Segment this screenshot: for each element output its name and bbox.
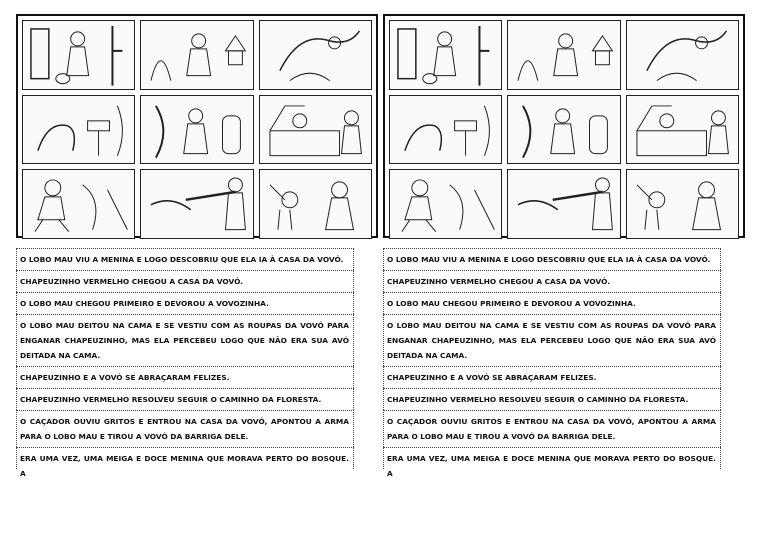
panel-illustration — [390, 21, 501, 89]
comic-panel — [140, 169, 253, 239]
sentence-strip: O LOBO MAU VIU A MENINA E LOGO DESCOBRIU QUE ELA IA À CASA DA VOVÓ. — [383, 248, 721, 270]
sentence-strip: CHAPEUZINHO E A VOVÓ SE ABRAÇARAM FELIZES. — [383, 366, 721, 388]
comic-panel — [626, 169, 739, 239]
sentence-strip: CHAPEUZINHO E A VOVÓ SE ABRAÇARAM FELIZES. — [16, 366, 354, 388]
comic-grid — [16, 14, 378, 238]
comic-panel — [22, 95, 135, 165]
comic-panel — [22, 20, 135, 90]
panel-illustration — [23, 21, 134, 89]
sentence-strip: O LOBO MAU DEITOU NA CAMA E SE VESTIU COM AS ROUPAS DA VOVÓ PARA ENGANAR CHAPEUZINHO, MAS ELA PERCEBEU LOGO QUE NÃO ERA SUA AVÓ DEITADA NA CAMA. — [383, 314, 721, 366]
worksheet-right — [383, 0, 763, 478]
sentence-strips — [383, 248, 721, 478]
panel-illustration — [141, 96, 252, 164]
panel-illustration — [508, 170, 619, 238]
comic-panel — [259, 20, 372, 90]
comic-panel — [626, 20, 739, 90]
comic-panel — [507, 20, 620, 90]
comic-panel — [626, 95, 739, 165]
comic-panel — [389, 169, 502, 239]
panel-illustration — [260, 170, 371, 238]
comic-panel — [140, 20, 253, 90]
sentence-strips — [16, 248, 354, 478]
panel-illustration — [627, 170, 738, 238]
sentence-strip: O CAÇADOR OUVIU GRITOS E ENTROU NA CASA DA VOVÓ, APONTOU A ARMA PARA O LOBO MAU E TIROU A VOVÓ DA BARRIGA DELE. — [16, 410, 354, 447]
comic-panel — [259, 95, 372, 165]
comic-panel — [389, 95, 502, 165]
panel-illustration — [627, 96, 738, 164]
comic-panel — [22, 169, 135, 239]
comic-panel — [507, 95, 620, 165]
comic-panel — [140, 95, 253, 165]
panel-illustration — [390, 170, 501, 238]
comic-panel — [389, 20, 502, 90]
panel-illustration — [23, 170, 134, 238]
panel-illustration — [508, 21, 619, 89]
comic-panel — [507, 169, 620, 239]
panel-illustration — [260, 96, 371, 164]
panel-illustration — [390, 96, 501, 164]
sentence-strip: CHAPEUZINHO VERMELHO RESOLVEU SEGUIR O CAMINHO DA FLORESTA. — [383, 388, 721, 410]
sentence-strip: CHAPEUZINHO VERMELHO RESOLVEU SEGUIR O CAMINHO DA FLORESTA. — [16, 388, 354, 410]
sentence-strip: ERA UMA VEZ, UMA MEIGA E DOCE MENINA QUE MORAVA PERTO DO BOSQUE. A — [383, 447, 721, 469]
comic-grid — [383, 14, 745, 238]
panel-illustration — [627, 21, 738, 89]
panel-illustration — [260, 21, 371, 89]
sentence-strip: ERA UMA VEZ, UMA MEIGA E DOCE MENINA QUE MORAVA PERTO DO BOSQUE. A — [16, 447, 354, 469]
panel-illustration — [141, 21, 252, 89]
sentence-strip: O LOBO MAU CHEGOU PRIMEIRO E DEVOROU A VOVOZINHA. — [16, 292, 354, 314]
sentence-strip: O CAÇADOR OUVIU GRITOS E ENTROU NA CASA DA VOVÓ, APONTOU A ARMA PARA O LOBO MAU E TIROU A VOVÓ DA BARRIGA DELE. — [383, 410, 721, 447]
sentence-strip: O LOBO MAU CHEGOU PRIMEIRO E DEVOROU A VOVOZINHA. — [383, 292, 721, 314]
panel-illustration — [508, 96, 619, 164]
sentence-strip: O LOBO MAU DEITOU NA CAMA E SE VESTIU COM AS ROUPAS DA VOVÓ PARA ENGANAR CHAPEUZINHO, MAS ELA PERCEBEU LOGO QUE NÃO ERA SUA AVÓ DEITADA NA CAMA. — [16, 314, 354, 366]
comic-panel — [259, 169, 372, 239]
sentence-strip: O LOBO MAU VIU A MENINA E LOGO DESCOBRIU QUE ELA IA À CASA DA VOVÓ. — [16, 248, 354, 270]
sentence-strip: CHAPEUZINHO VERMELHO CHEGOU A CASA DA VOVÓ. — [16, 270, 354, 292]
panel-illustration — [141, 170, 252, 238]
panel-illustration — [23, 96, 134, 164]
sentence-strip: CHAPEUZINHO VERMELHO CHEGOU A CASA DA VOVÓ. — [383, 270, 721, 292]
worksheet-left — [16, 0, 396, 478]
